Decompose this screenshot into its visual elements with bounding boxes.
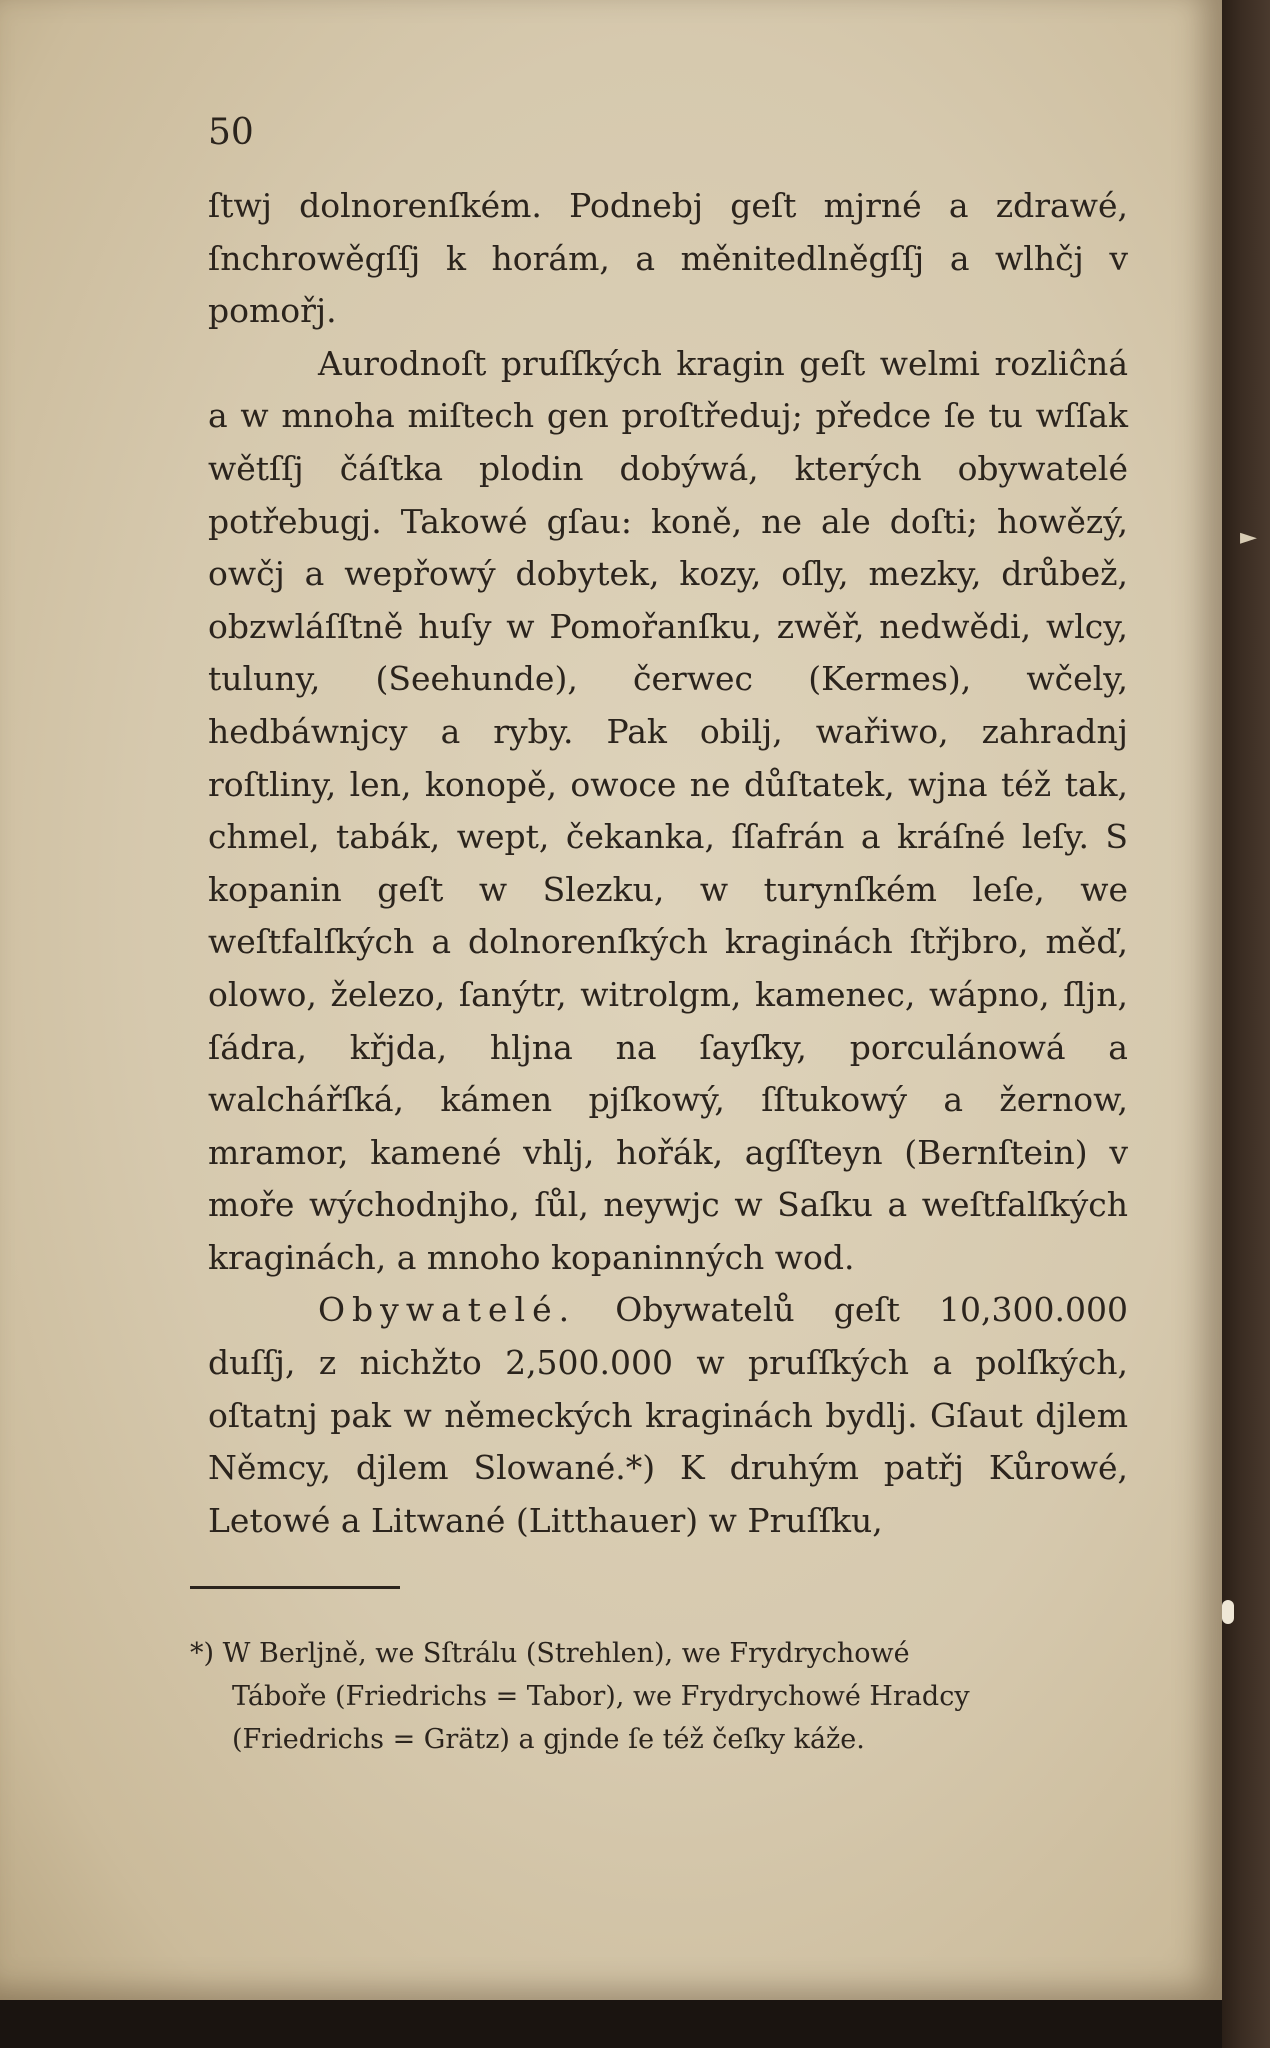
book-gutter-edge <box>1222 0 1270 2048</box>
footnote <box>190 1632 1150 1761</box>
footnote-divider <box>190 1586 400 1589</box>
footnote-line-2: Táboře (Friedrichs = Tabor), we Frydrychowé Hradcy <box>232 1681 970 1712</box>
paragraph-inhabitants <box>208 1284 1128 1547</box>
body-text <box>208 180 1128 1547</box>
footnote-marker: *) <box>190 1638 215 1669</box>
paragraph-fertility: Aurodnoſt pruſſkých kragin geſt welmi rozliĉná a w mnoha miſtech gen proſtředuj; předce ſe tu wſſak wětſſj čáſtka plodin dobýwá, kterých obywatelé potřebugj. Takowé gſau: koně, ne ale doſti; howězý, owčj a wepřowý dobytek, kozy, oſly, mezky, drůbež, obzwláſſtně huſy w Pomořanſku, zwěř, nedwědi, wlcy, tuluny, (Seehunde), čerwec (Kermes), wčely, hedbáwnjcy a ryby. Pak obilj, wařiwo, zahradnj roſtliny, len, konopě, owoce ne důſtatek, wjna též tak, chmel, tabák, wept, čekanka, ſſafrán a kráſné leſy. S kopanin geſt w Slezku, w turynſkém leſe, we weſtfalſkých a dolnorenſkých kraginách ſtřjbro, měď, olowo, železo, ſanýtr, witrolgm, kamenec, wápno, ſljn, ſádra, křjda, hljna na ſayſky, porculánowá a walchářſká, kámen pjſkowý, ſſtukowý a žernow, mramor, kamené vhlj, hořák, agſſteyn (Bernſtein) v moře wýchodnjho, ſůl, neywjc w Saſku a weſtfalſkých kraginách, a mnoho kopaninných wod. <box>208 343 1128 1277</box>
footnote-line-1: *) W Berljně, we Sſtrálu (Strehlen), we Frydrychowé <box>190 1638 910 1669</box>
paragraph-climate: ſtwj dolnorenſkém. Podnebj geſt mjrné a zdrawé, ſnchrowěgſſj k horám, a měnitedlněgſſj a wlhčj v pomořj. <box>208 186 1128 331</box>
margin-spot-icon <box>1222 1600 1234 1624</box>
inhabitants-text: Obywatelů geſt 10,300.000 duſſj, z nichžto 2,500.000 w pruſſkých a polſkých, oſtatnj pak w německých kraginách bydlj. Gſaut djlem Němcy, djlem Slowané.*) K druhým patřj Kůrowé, Letowé a Litwané (Litthauer) w Pruſſku, <box>208 1290 1128 1540</box>
section-heading-inhabitants: Obywatelé. <box>318 1290 577 1330</box>
page-number: 50 <box>208 112 254 153</box>
margin-arrow-icon: ► <box>1240 525 1257 550</box>
footnote-line-3: (Friedrichs = Grätz) a gjnde ſe též čeſky káže. <box>232 1724 865 1755</box>
